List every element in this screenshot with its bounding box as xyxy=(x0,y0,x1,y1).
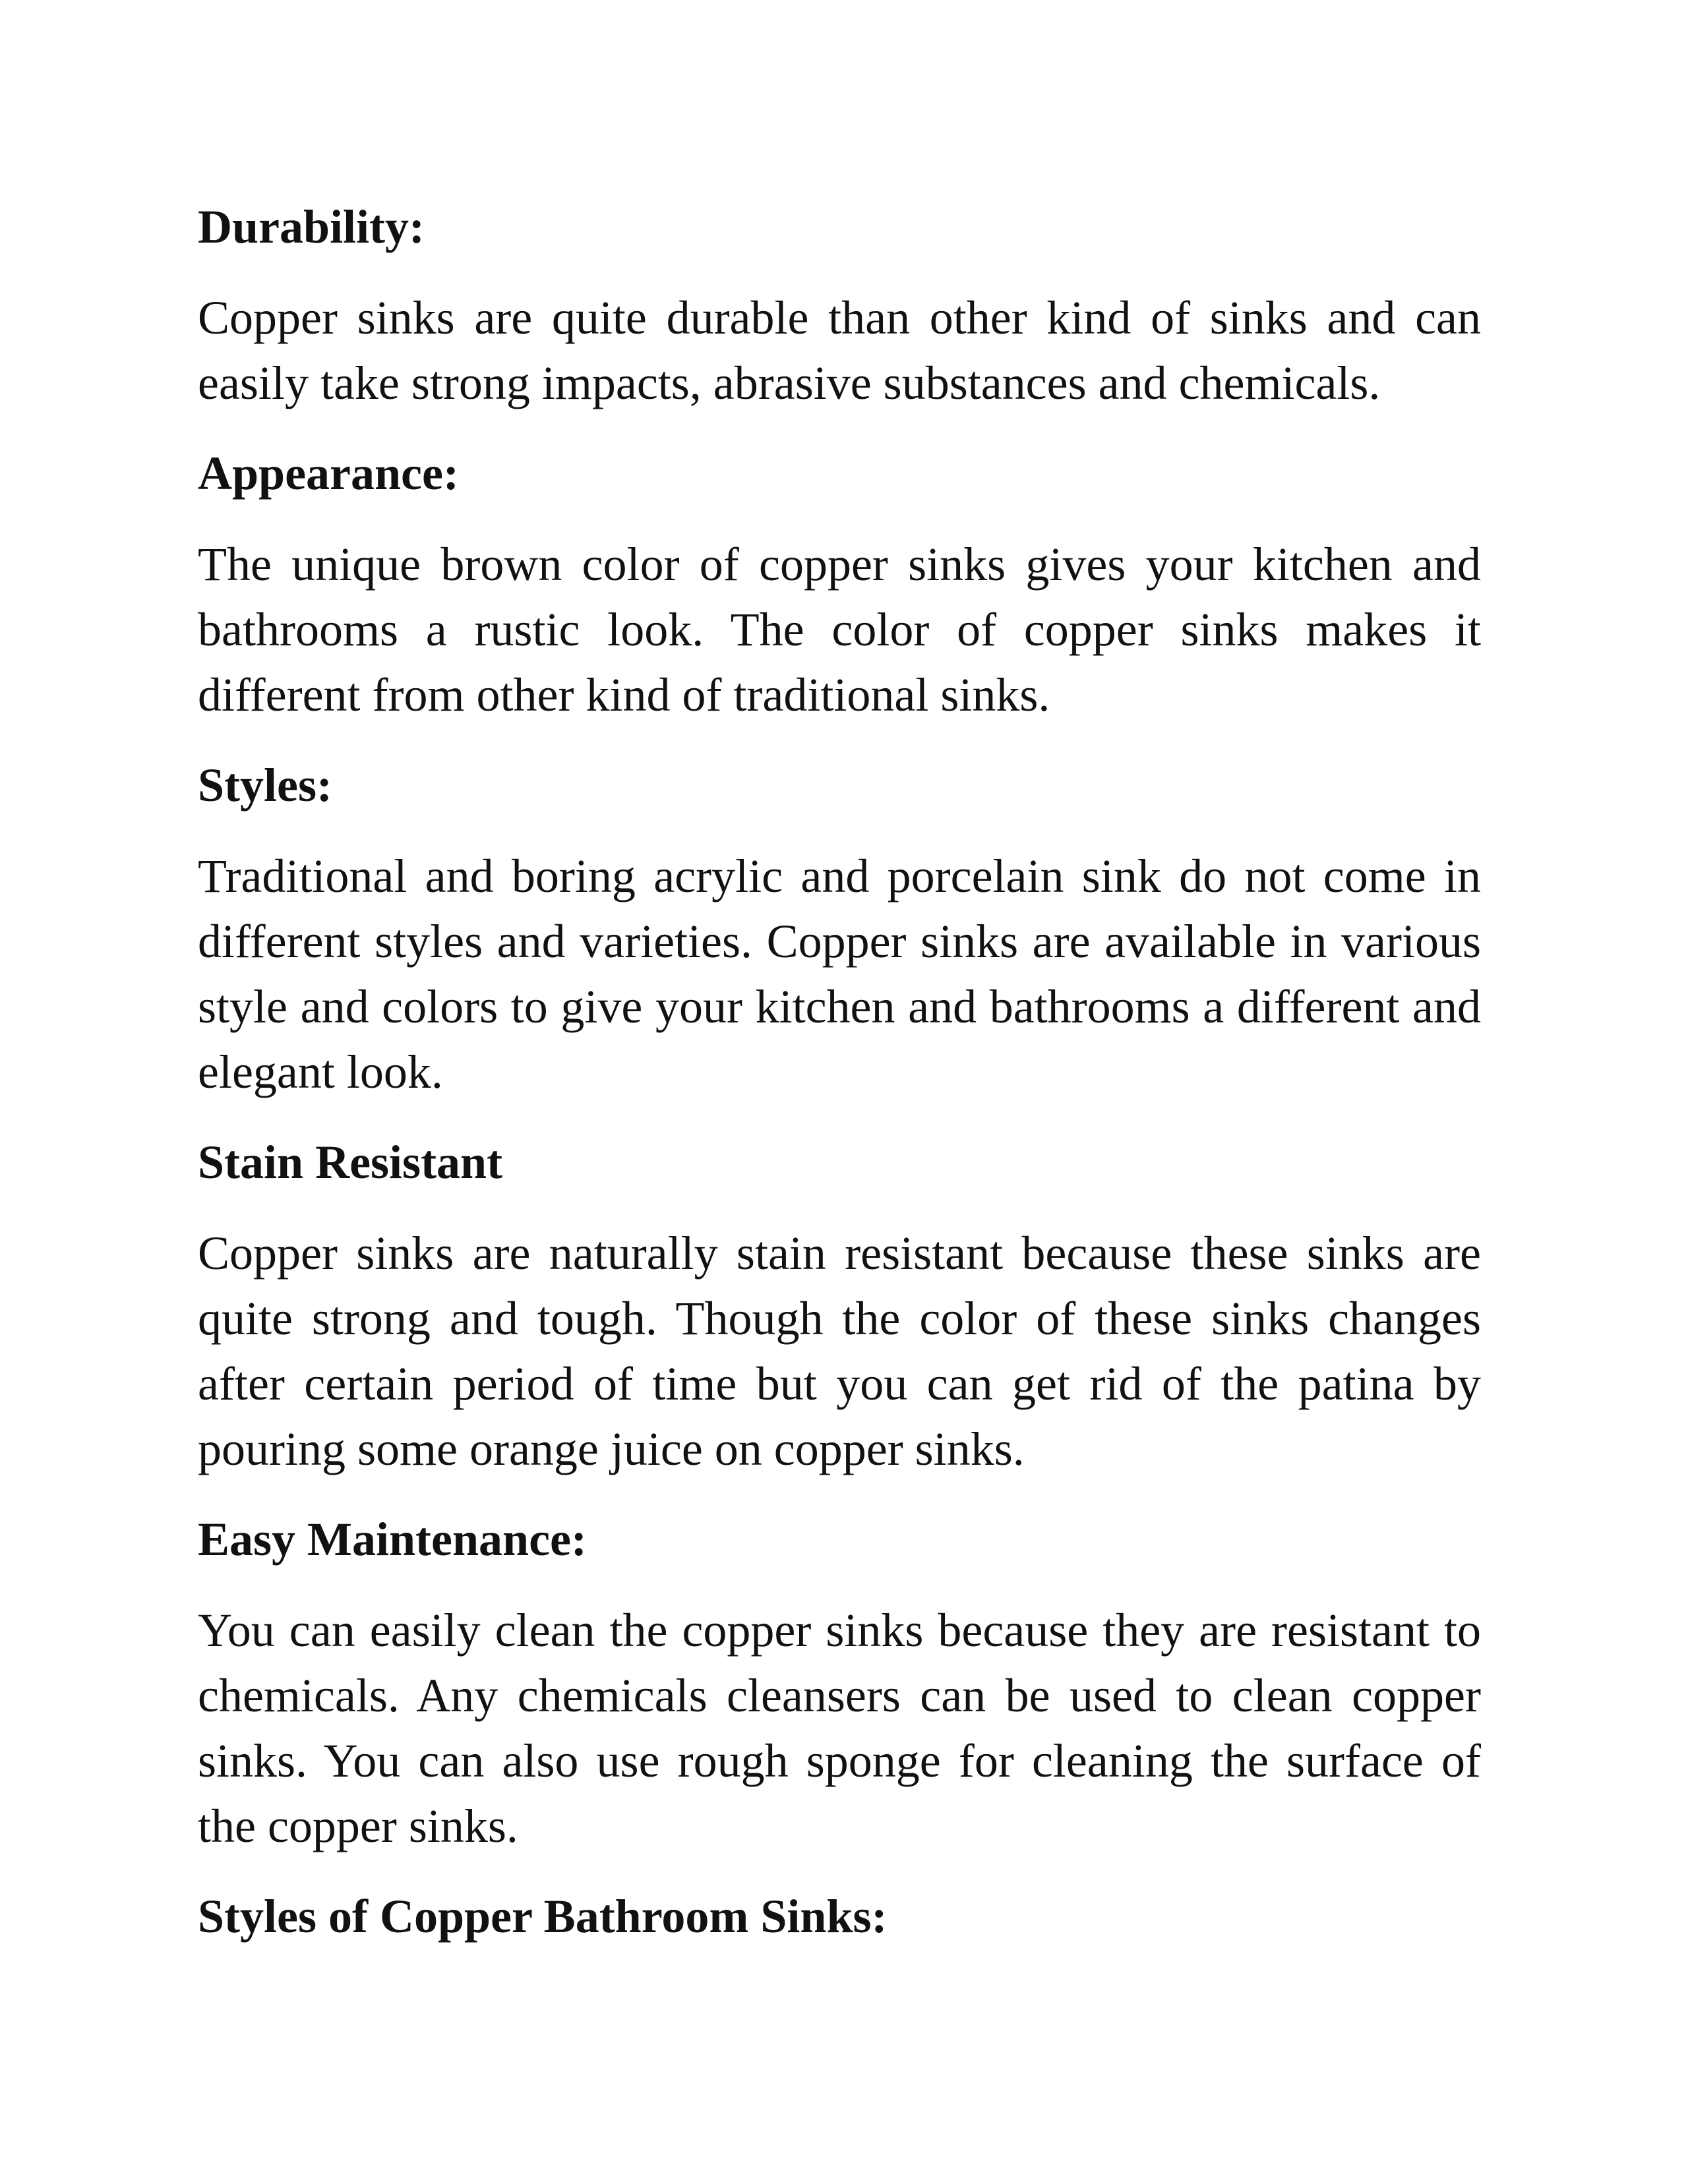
heading-styles: Styles: xyxy=(198,759,332,812)
heading-durability: Durability: xyxy=(198,200,425,253)
paragraph-appearance: The unique brown color of copper sinks gives your kitchen and bathrooms a rustic look. The color of copper sinks makes it different from other kind of traditional sinks. xyxy=(198,538,1481,721)
heading-stain-resistant: Stain Resistant xyxy=(198,1136,503,1189)
document-body xyxy=(198,194,1481,1975)
heading-styles-of-copper-bathroom-sinks: Styles of Copper Bathroom Sinks: xyxy=(198,1890,888,1943)
paragraph-styles: Traditional and boring acrylic and porcelain sink do not come in different styles and varieties. Copper sinks are available in various style and colors to give your kitchen and bathrooms a different and elegant look. xyxy=(198,850,1481,1098)
heading-easy-maintenance: Easy Maintenance: xyxy=(198,1513,587,1566)
paragraph-stain-resistant: Copper sinks are naturally stain resistant because these sinks are quite strong and tough. Though the color of these sinks changes after certain period of time but you can get rid of the patina by pouring some orange juice on copper sinks. xyxy=(198,1227,1481,1475)
paragraph-easy-maintenance: You can easily clean the copper sinks because they are resistant to chemicals. Any chemicals cleansers can be used to clean copper sinks. You can also use rough sponge for cleaning the surface of the copper sinks. xyxy=(198,1604,1481,1852)
paragraph-durability: Copper sinks are quite durable than other kind of sinks and can easily take strong impacts, abrasive substances and chemicals. xyxy=(198,291,1481,409)
heading-appearance: Appearance: xyxy=(198,447,459,500)
